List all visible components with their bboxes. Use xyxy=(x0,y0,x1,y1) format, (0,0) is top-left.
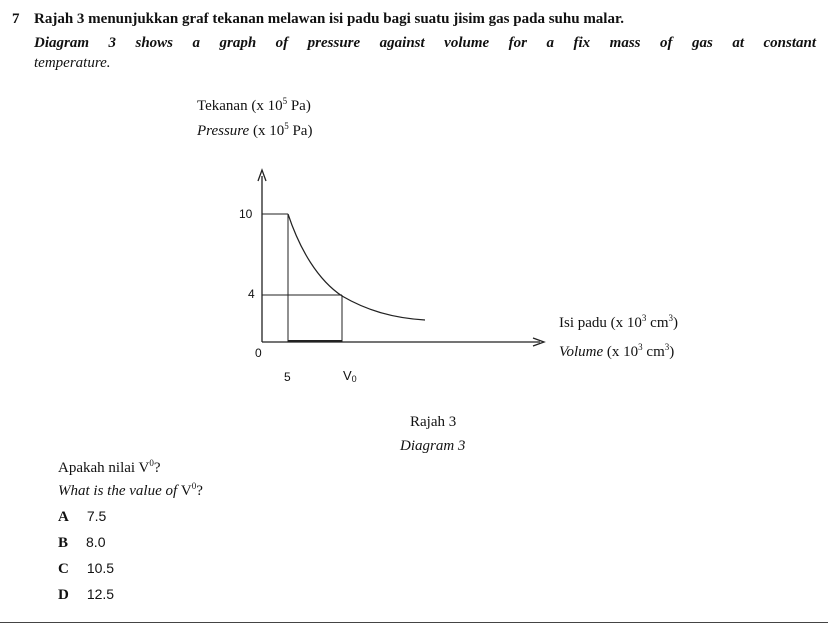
origin-label: 0 xyxy=(255,346,262,360)
x-axis-label-ms: Isi padu (x $10^3$ $cm^3$) xyxy=(559,313,678,331)
caption-ms: Rajah 3 xyxy=(410,414,457,430)
pv-curve xyxy=(288,214,425,320)
y-axis-label-en: Pressure (x $10^5$ Pa) xyxy=(197,121,313,139)
y-tick-4: 4 xyxy=(248,287,255,301)
question-text-ms: Rajah 3 menunjukkan graf tekanan melawan isi padu bagi suatu jisim gas pada suhu malar. xyxy=(34,11,625,27)
question-number: 7 xyxy=(12,11,20,27)
x-axis-label-en: Volume (x $10^3$ $cm^3$) xyxy=(559,342,675,360)
x-tick-5: 5 xyxy=(284,370,291,384)
option-a[interactable]: A 7.5 xyxy=(58,508,107,525)
option-b[interactable]: B 8.0 xyxy=(58,534,106,551)
caption-en: Diagram 3 xyxy=(400,438,466,454)
y-axis-label-ms: Tekanan (x $10^5$ Pa) xyxy=(197,96,311,114)
prompt-ms: Apakah nilai $V^0$? xyxy=(58,458,161,476)
question-text-en-line2: temperature. xyxy=(34,55,111,71)
bottom-divider xyxy=(0,622,828,623)
option-d[interactable]: D 12.5 xyxy=(58,586,115,603)
question-text-en-line1: Diagram 3 shows a graph of pressure against volume for a fix mass of gas at constant xyxy=(34,35,816,51)
y-tick-10: 10 xyxy=(239,207,253,221)
prompt-en: What is the value of $V^0$? xyxy=(58,481,203,499)
option-c[interactable]: C 10.5 xyxy=(58,560,115,577)
x-tick-v0: V0 xyxy=(343,368,357,384)
